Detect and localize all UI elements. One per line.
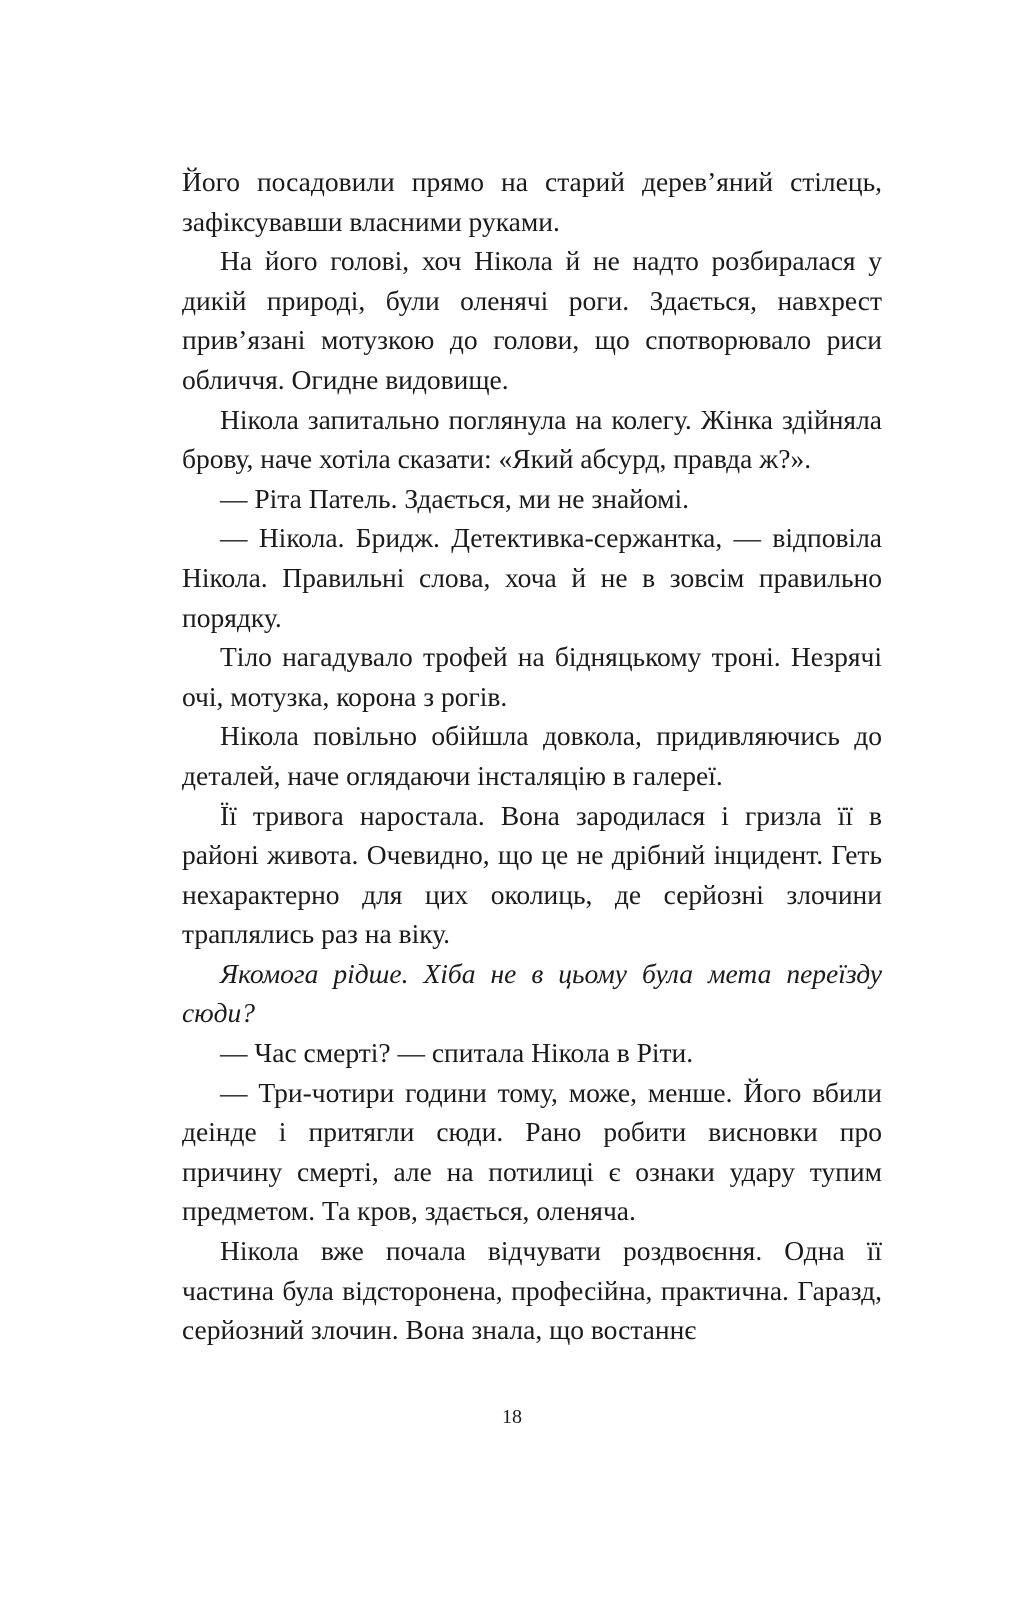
paragraph: Його посадовили прямо на старий дерев’яний стілець, зафіксувавши власними руками. [182, 166, 882, 237]
paragraph: Нікола повільно обійшла довкола, придивляючись до деталей, наче оглядаючи інсталяцію в галереї. [182, 720, 882, 791]
paragraph: Нікола запитально поглянула на колегу. Жінка здійняла брову, наче хотіла сказати: «Який абсурд, правда ж?». [182, 403, 882, 475]
paragraph: Тіло нагадувало трофей на бідняцькому троні. Незрячі очі, мотузка, корона з рогів. [182, 641, 882, 712]
dialogue-line: — Час смерті? — спитала Нікола в Ріти. [220, 1037, 694, 1069]
paragraph: Нікола вже почала відчувати роздвоєння. Одна її частина була відсторонена, професійна, практична. Гаразд, серйозний злочин. Вона знала, що востаннє [182, 1235, 882, 1346]
dialogue-line: — Нікола. Бридж. Детективка-сержантка, — відповіла Нікола. Правильні слова, хоча й не в зовсім правильно порядку. [182, 522, 882, 633]
dialogue-line: — Три-чотири години тому, може, менше. Його вбили деінде і притягли сюди. Рано робити висновки про причину смерті, але на потилиці є ознаки удару тупим предметом. Та кров, здається, оленяча. [182, 1076, 882, 1227]
dialogue-line: — Ріта Патель. Здається, ми не знайомі. [220, 482, 690, 514]
paragraph: На його голові, хоч Нікола й не надто розбиралася у дикій природі, були оленячі роги. Здається, навхрест прив’язані мотузкою до голови, що спотворювало риси обличчя. Огидне видовище. [182, 245, 882, 395]
page-number: 18 [502, 1406, 522, 1428]
italic-thought: Якомога рідше. Хіба не в цьому була мета переїзду сюди? [182, 957, 882, 1029]
body-text [182, 162, 882, 1350]
paragraph: Її тривога наростала. Вона зародилася і гризла її в районі живота. Очевидно, що це не дрібний інцидент. Геть нехарактерно для цих околиць, де серйозні злочини траплялись раз на віку. [182, 799, 882, 950]
